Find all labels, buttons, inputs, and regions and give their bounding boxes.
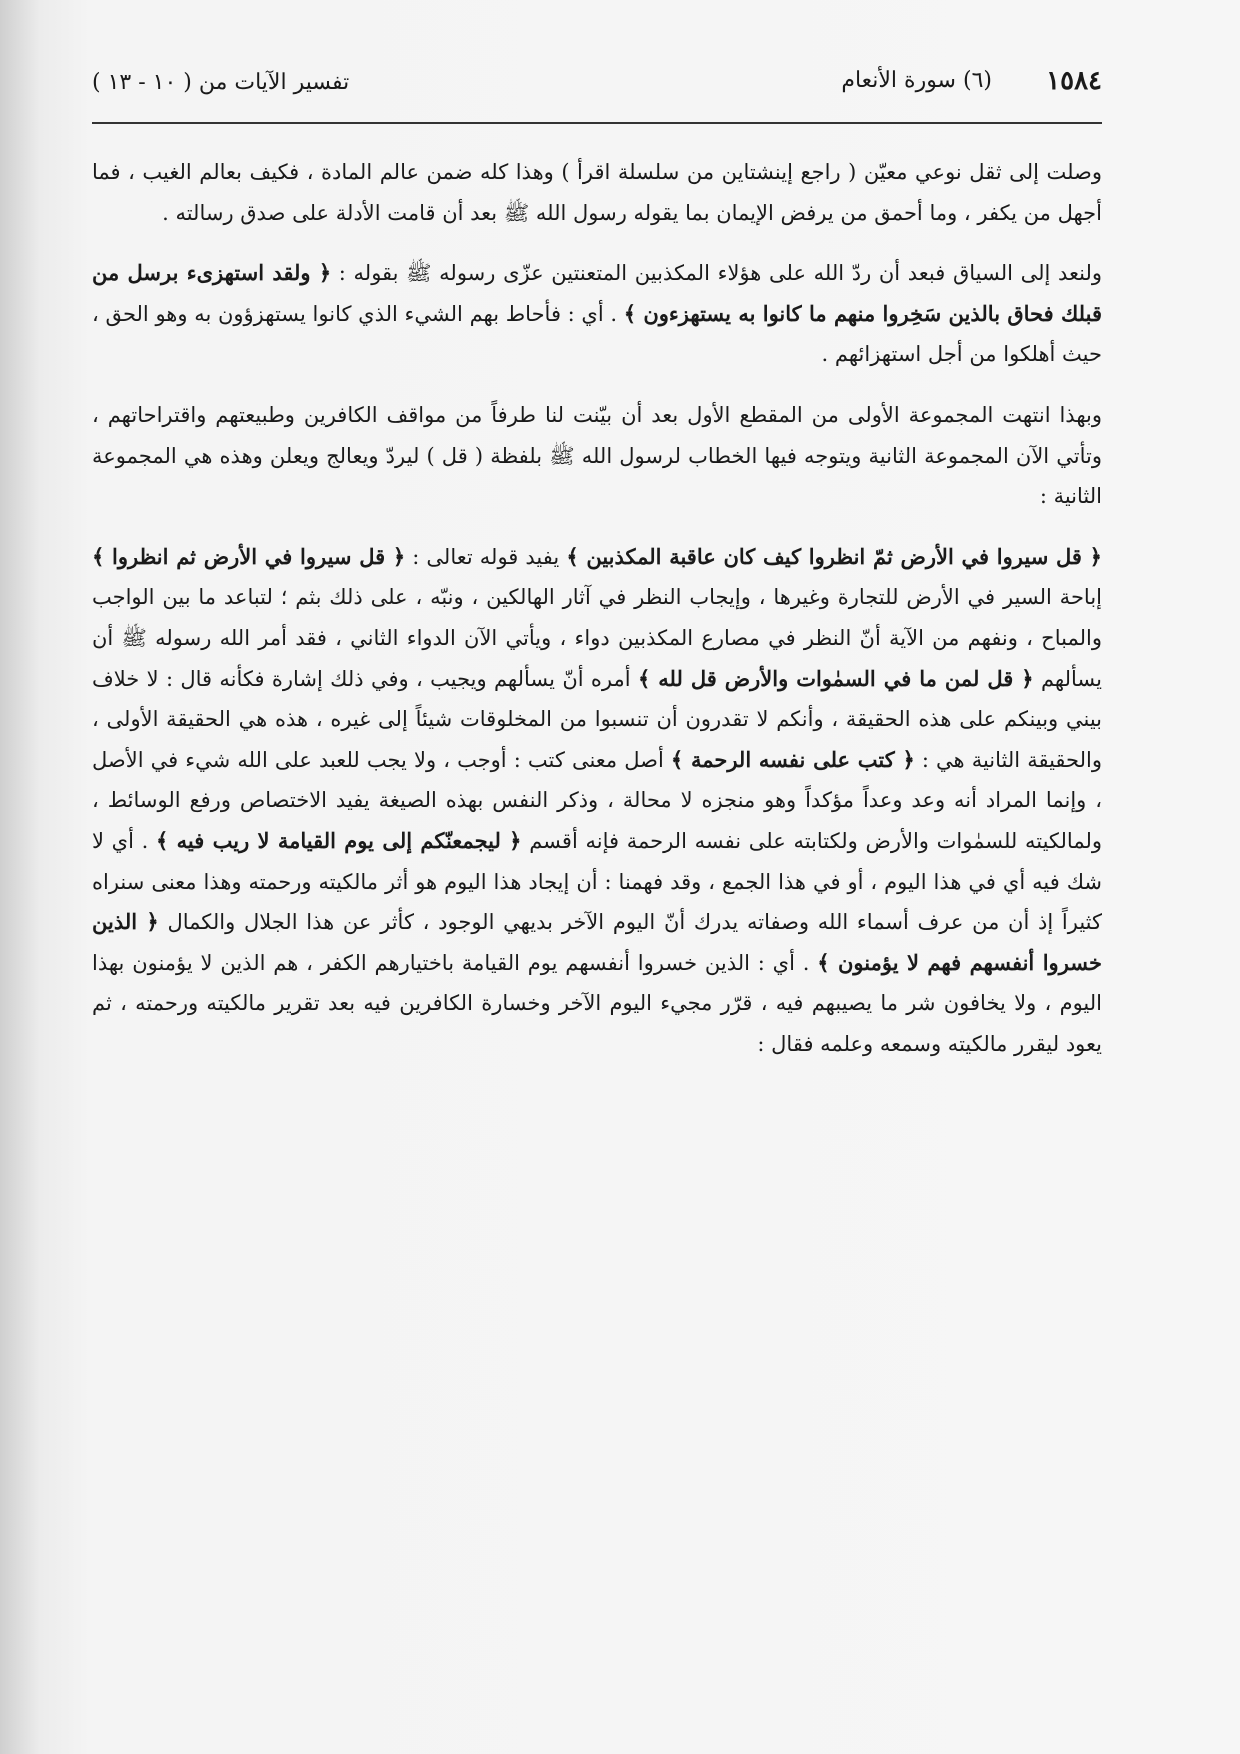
quran-verse: ﴿ الذين خسروا أنفسهم فهم لا يؤمنون ﴾ xyxy=(92,909,1102,975)
text-segment: أمره أنّ يسألهم ويجيب ، وفي ذلك إشارة فكأنه قال : لا خلاف بيني وبينكم على هذه الحقيقة ، وأنكم لا تقدرون أن تنسبوا من المخلوقات شيئاً إلى غيره ، هذه هي الحقيقة الأولى ، والحقيقة الثانية هي : xyxy=(92,666,1102,772)
page-body xyxy=(92,152,1102,1064)
paragraph xyxy=(92,395,1102,517)
quran-verse: ﴿ قل سيروا في الأرض ثمّ انظروا كيف كان عاقبة المكذبين ﴾ xyxy=(566,543,1102,569)
text-segment: يفيد قوله تعالى : xyxy=(405,544,567,569)
quran-verse: ﴿ قل لمن ما في السمٰوات والأرض قل لله ﴾ xyxy=(637,665,1034,691)
header-rule xyxy=(92,122,1102,124)
text-segment: أصل معنى كتب : أوجب ، ولا يجب للعبد على الله شيء في الأصل ، وإنما المراد أنه وعد وعداً مؤكداً وهو منجزه لا محالة ، وذكر النفس بهذه الصيغة يفيد الاختصاص ورفع الوسائط ، ولمالكيته للسمٰوات والأرض ولكتابته على نفسه الرحمة فإنه أقسم xyxy=(92,747,1103,853)
paragraph xyxy=(92,253,1102,375)
text-segment: . أي : فأحاط بهم الشيء الذي كانوا يستهزؤون به وهو الحق ، حيث أهلكوا من أجل استهزائهم . xyxy=(92,301,1102,367)
quran-verse: ﴿ ولقد استهزىء برسل من قبلك فحاق بالذين سَخِروا منهم ما كانوا به يستهزءون ﴾ xyxy=(92,260,1102,326)
page-header xyxy=(92,62,1102,110)
paragraph xyxy=(92,537,1102,1065)
text-segment: . أي لا شك فيه أي في هذا اليوم ، أو في هذا الجمع ، وقد فهمنا : أن إيجاد هذا اليوم هو أثر مالكيته ورحمته وهذا معنى سنراه كثيراً إذ أن من عرف أسماء الله وصفاته يدرك أنّ اليوم الآخر بديهي الوجود ، كأثر عن هذا الجلال والكمال xyxy=(92,828,1103,935)
text-segment: إباحة السير في الأرض للتجارة وغيرها ، وإيجاب النظر في آثار الهالكين ، ونبّه ، على ذلك بثم ؛ لتباعد ما بين الواجب والمباح ، ونفهم من الآية أنّ النظر في مصارع المكذبين دواء ، ويأتي الآن الدواء الثاني ، فقد أمر الله رسوله ﷺ أن يسألهم xyxy=(92,585,1102,691)
verses-range: تفسير الآيات من ( ١٠ - ١٣ ) xyxy=(92,70,350,95)
text-segment: وبهذا انتهت المجموعة الأولى من المقطع الأول بعد أن بيّنت لنا طرفاً من مواقف الكافرين وطبيعتهم واقتراحاتهم ، وتأتي الآن المجموعة الثانية ويتوجه فيها الخطاب لرسول الله ﷺ بلفظة ( قل ) ليردّ ويعالج ويعلن وهذه هي المجموعة الثانية : xyxy=(92,402,1102,509)
surah-title: (٦) سورة الأنعام xyxy=(841,68,992,93)
page-number: ١٥٨٤ xyxy=(1046,66,1102,96)
text-segment: وصلت إلى ثقل نوعي معيّن ( راجع إينشتاين من سلسلة اقرأ ) وهذا كله ضمن عالم المادة ، فكيف بعالم الغيب ، فما أجهل من يكفر ، وما أحمق من يرفض الإيمان بما يقوله رسول الله ﷺ بعد أن قامت الأدلة على صدق رسالته . xyxy=(92,160,1102,225)
quran-verse: ﴿ ليجمعنّكم إلى يوم القيامة لا ريب فيه ﴾ xyxy=(156,827,522,853)
text-segment: . أي : الذين خسروا أنفسهم يوم القيامة باختيارهم الكفر ، هم الذين لا يؤمنون بهذا اليوم ، ولا يخافون شر ما يصيبهم فيه ، قرّر مجيء اليوم الآخر وخسارة الكافرين فيه بعد تقرير مالكيته ورحمته ، ثم يعود ليقرر مالكيته وسمعه وعلمه فقال : xyxy=(92,950,1102,1056)
quran-verse: ﴿ قل سيروا في الأرض ثم انظروا ﴾ xyxy=(92,543,406,569)
text-segment: ولنعد إلى السياق فبعد أن ردّ الله على هؤلاء المكذبين المتعنتين عزّى رسوله ﷺ بقوله : xyxy=(331,261,1103,286)
quran-verse: ﴿ كتب على نفسه الرحمة ﴾ xyxy=(670,746,915,772)
paragraph xyxy=(92,152,1102,233)
